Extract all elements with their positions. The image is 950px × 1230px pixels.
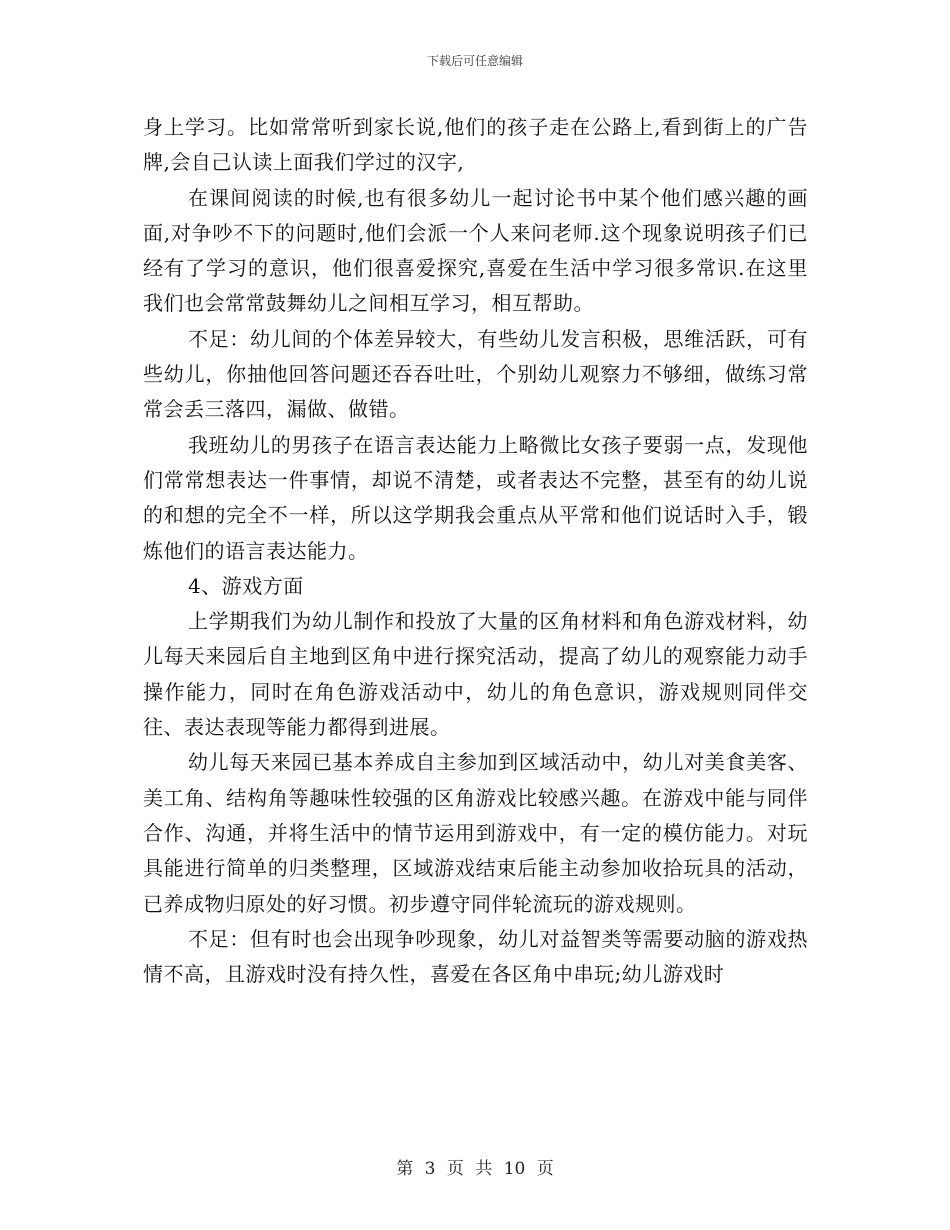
paragraph-7: 不足：但有时也会出现争吵现象，幼儿对益智类等需要动脑的游戏热情不高，且游戏时没有持久性，喜爱在各区角中串玩;幼儿游戏时 bbox=[143, 926, 808, 987]
page-header: 下载后可任意编辑 bbox=[426, 54, 523, 68]
paragraph-4: 我班幼儿的男孩子在语言表达能力上略微比女孩子要弱一点，发现他们常常想表达一件事情，却说不清楚，或者表达不完整，甚至有的幼儿说的和想的完全不一样，所以这学期我会重点从平常和他们说话时入手，锻炼他们的语言表达能力。 bbox=[143, 432, 808, 563]
page-footer: 第 3 页 共 10 页 bbox=[396, 1159, 554, 1179]
paragraph-1: 身上学习。比如常常听到家长说,他们的孩子走在公路上,看到街上的广告牌,会自己认读上面我们学过的汉字, bbox=[143, 115, 808, 175]
paragraph-3: 不足：幼儿间的个体差异较大，有些幼儿发言积极，思维活跃，可有些幼儿，你抽他回答问题还吞吞吐吐，个别幼儿观察力不够细，做练习常常会丢三落四，漏做、做错。 bbox=[143, 326, 808, 422]
paragraph-5: 上学期我们为幼儿制作和投放了大量的区角材料和角色游戏材料，幼儿每天来园后自主地到区角中进行探究活动，提高了幼儿的观察能力动手操作能力，同时在角色游戏活动中，幼儿的角色意识，游戏规则同伴交往、表达表现等能力都得到进展。 bbox=[143, 609, 808, 740]
paragraph-2: 在课间阅读的时候,也有很多幼儿一起讨论书中某个他们感兴趣的画面,对争吵不下的问题时,他们会派一个人来问老师.这个现象说明孩子们已经有了学习的意识，他们很喜爱探究,喜爱在生活中学习很多常识.在这里我们也会常常鼓舞幼儿之间相互学习，相互帮助。 bbox=[143, 185, 808, 316]
document-body bbox=[143, 110, 808, 992]
section-heading-games: 4、游戏方面 bbox=[188, 573, 304, 598]
paragraph-6: 幼儿每天来园已基本养成自主参加到区域活动中，幼儿对美食美客、美工角、结构角等趣味性较强的区角游戏比较感兴趣。在游戏中能与同伴合作、沟通，并将生活中的情节运用到游戏中，有一定的模仿能力。对玩具能进行简单的归类整理，区域游戏结束后能主动参加收拾玩具的活动，已养成物归原处的好习惯。初步遵守同伴轮流玩的游戏规则。 bbox=[143, 750, 808, 916]
